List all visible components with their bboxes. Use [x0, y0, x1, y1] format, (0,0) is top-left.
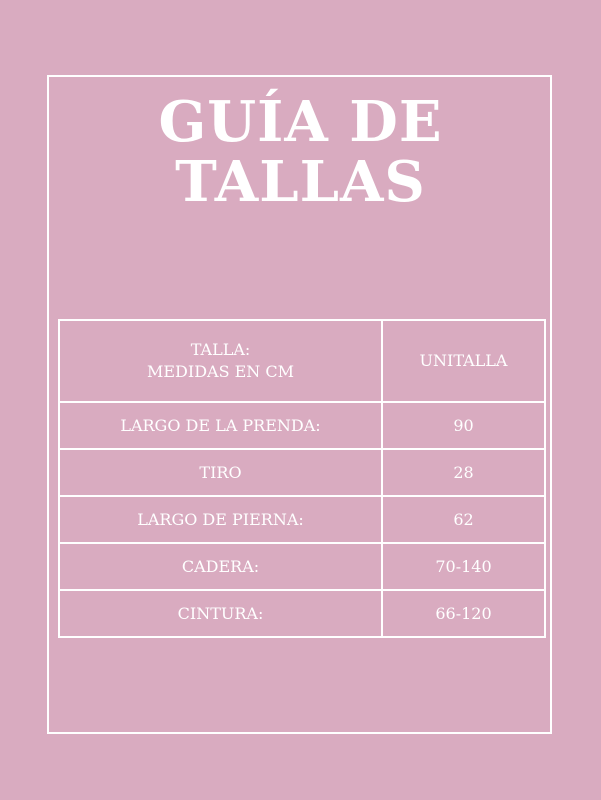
- row-label: LARGO DE PIERNA:: [59, 496, 382, 543]
- header-label-line-2: MEDIDAS EN CM: [146, 362, 295, 381]
- header-label-cell: [59, 320, 382, 402]
- table-row: [59, 590, 545, 637]
- page-title: [47, 89, 554, 215]
- row-label: LARGO DE LA PRENDA:: [59, 402, 382, 449]
- row-value: 90: [382, 402, 545, 449]
- row-value: 62: [382, 496, 545, 543]
- table-row: [59, 402, 545, 449]
- header-size-cell: UNITALLA: [382, 320, 545, 402]
- row-label: CINTURA:: [59, 590, 382, 637]
- title-line-1: GUÍA DE: [158, 89, 443, 155]
- title-line-2: TALLAS: [175, 149, 426, 215]
- table-header-row: [59, 320, 545, 402]
- header-label-line-1: TALLA:: [190, 340, 251, 359]
- row-label: CADERA:: [59, 543, 382, 590]
- table-row: [59, 449, 545, 496]
- row-value: 66-120: [382, 590, 545, 637]
- row-value: 28: [382, 449, 545, 496]
- row-label: TIRO: [59, 449, 382, 496]
- table-row: [59, 496, 545, 543]
- table-row: [59, 543, 545, 590]
- row-value: 70-140: [382, 543, 545, 590]
- size-table: [58, 319, 546, 638]
